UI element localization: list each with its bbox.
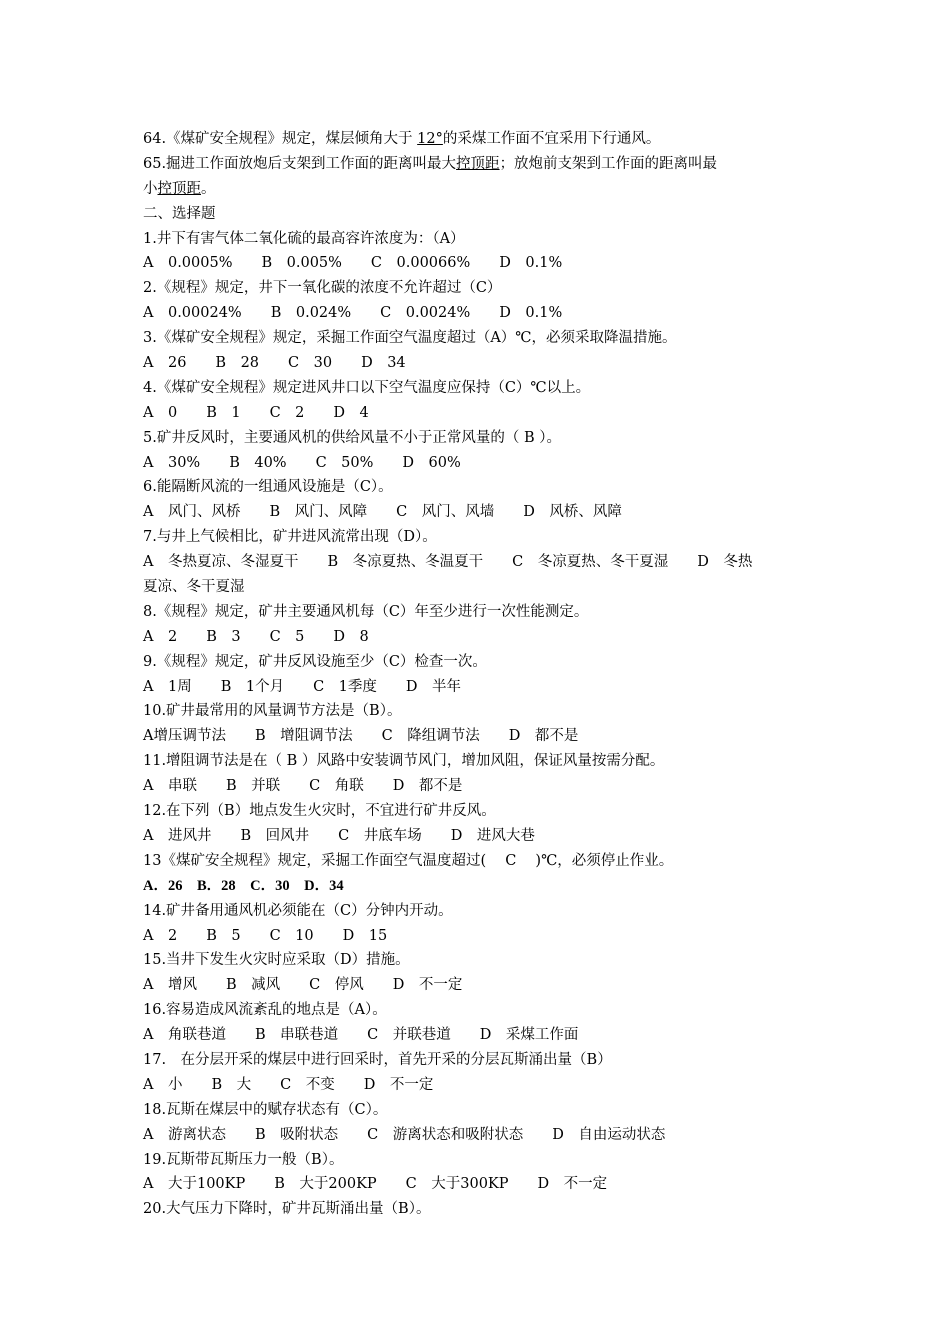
question-options: A 冬热夏凉、冬湿夏干 B 冬凉夏热、冬温夏干 C 冬凉夏热、冬干夏湿 D 冬热 (143, 554, 753, 571)
question-options: A 30% B 40% C 50% D 60% (143, 454, 461, 471)
question-options: A 1周 B 1个月 C 1季度 D 半年 (143, 678, 462, 695)
question-options-cont: 夏凉、冬干夏湿 (143, 579, 245, 596)
fill-blank-item-65-cont (143, 177, 823, 202)
question-text: 16.容易造成风流紊乱的地点是（A）。 (143, 1002, 387, 1019)
text: 的采煤工作面不宜采用下行通风。 (442, 131, 661, 147)
question-options: A 风门、风桥 B 风门、风障 C 风门、风墙 D 风桥、风障 (143, 504, 622, 521)
question-text: 17. 在分层开采的煤层中进行回采时，首先开采的分层瓦斯涌出量（B） (143, 1051, 612, 1068)
document-body (143, 127, 823, 1222)
question-text: 3.《煤矿安全规程》规定，采掘工作面空气温度超过（A）℃，必须采取降温措施。 (143, 330, 677, 347)
question-text: 1.井下有害气体二氧化硫的最高容许浓度为：（A） (143, 230, 465, 247)
question-text: 18.瓦斯在煤层中的赋存状态有（C）。 (143, 1101, 388, 1118)
question-options: A．26 B．28 C．30 D．34 (143, 877, 344, 894)
question-options: A 26 B 28 C 30 D 34 (143, 355, 406, 372)
answer-underlined: 控顶距 (456, 155, 500, 172)
question-options: A 串联 B 并联 C 角联 D 都不是 (143, 778, 463, 795)
fill-blank-item-65 (143, 152, 823, 177)
question-options: A 2 B 3 C 5 D 8 (143, 628, 369, 645)
question-options: A 0 B 1 C 2 D 4 (143, 404, 369, 421)
question-options: A 2 B 5 C 10 D 15 (143, 927, 388, 944)
question-options: A增压调节法 B 增阻调节法 C 降组调节法 D 都不是 (143, 728, 579, 745)
question-text: 11.增阻调节法是在（ B ）风路中安装调节风门，增加风阻，保证风量按需分配。 (143, 753, 665, 770)
text: 65.掘进工作面放炮后支架到工作面的距离叫最大 (143, 155, 457, 172)
question-text: 20.大气压力下降时，矿井瓦斯涌出量（B）。 (143, 1201, 431, 1218)
answer-underlined: 12° (417, 131, 443, 147)
question-text: 13《煤矿安全规程》规定，采掘工作面空气温度超过( C )℃，必须停止作业。 (143, 852, 674, 869)
question-text: 12.在下列（B）地点发生火灾时，不宜进行矿井反风。 (143, 803, 496, 820)
question-text: 10.矿井最常用的风量调节方法是（B）。 (143, 703, 402, 720)
text: 64.《煤矿安全规程》规定，煤层倾角大于 (143, 131, 418, 147)
fill-blank-item-64 (143, 127, 823, 152)
question-text: 9.《规程》规定，矿井反风设施至少（C）检查一次。 (143, 653, 487, 670)
question-options: A 角联巷道 B 串联巷道 C 并联巷道 D 采煤工作面 (143, 1027, 579, 1044)
question-options: A 0.0005% B 0.005% C 0.00066% D 0.1% (143, 255, 563, 272)
question-options: A 进风井 B 回风井 C 井底车场 D 进风大巷 (143, 827, 535, 844)
answer-underlined: 控顶距 (157, 180, 201, 197)
text: 小 (143, 180, 158, 197)
question-text: 2.《规程》规定，井下一氧化碳的浓度不允许超过（C） (143, 280, 502, 297)
question-options: A 0.00024% B 0.024% C 0.0024% D 0.1% (143, 305, 563, 322)
question-text: 4.《煤矿安全规程》规定进风井口以下空气温度应保持（C）℃以上。 (143, 379, 591, 396)
question-text: 6.能隔断风流的一组通风设施是（C）。 (143, 479, 393, 496)
question-text: 19.瓦斯带瓦斯压力一般（B）。 (143, 1151, 344, 1168)
question-text: 5.矿井反风时，主要通风机的供给风量不小于正常风量的（ B ）。 (143, 429, 561, 446)
question-options: A 大于100KP B 大于200KP C 大于300KP D 不一定 (143, 1176, 608, 1193)
question-options: A 增风 B 减风 C 停风 D 不一定 (143, 977, 463, 994)
question-text: 14.矿井备用通风机必须能在（C）分钟内开动。 (143, 902, 453, 919)
question-options: A 游离状态 B 吸附状态 C 游离状态和吸附状态 D 自由运动状态 (143, 1126, 666, 1143)
question-text: 15.当井下发生火灾时应采取（D）措施。 (143, 952, 410, 969)
question-text: 8.《规程》规定，矿井主要通风机每（C）年至少进行一次性能测定。 (143, 603, 589, 620)
question-options: A 小 B 大 C 不变 D 不一定 (143, 1076, 434, 1093)
section-title: 二、选择题 (143, 205, 216, 222)
text: ；放炮前支架到工作面的距离叫最 (499, 155, 718, 172)
text: 。 (201, 180, 216, 197)
question-text: 7.与井上气候相比，矿井进风流常出现（D）。 (143, 529, 437, 546)
